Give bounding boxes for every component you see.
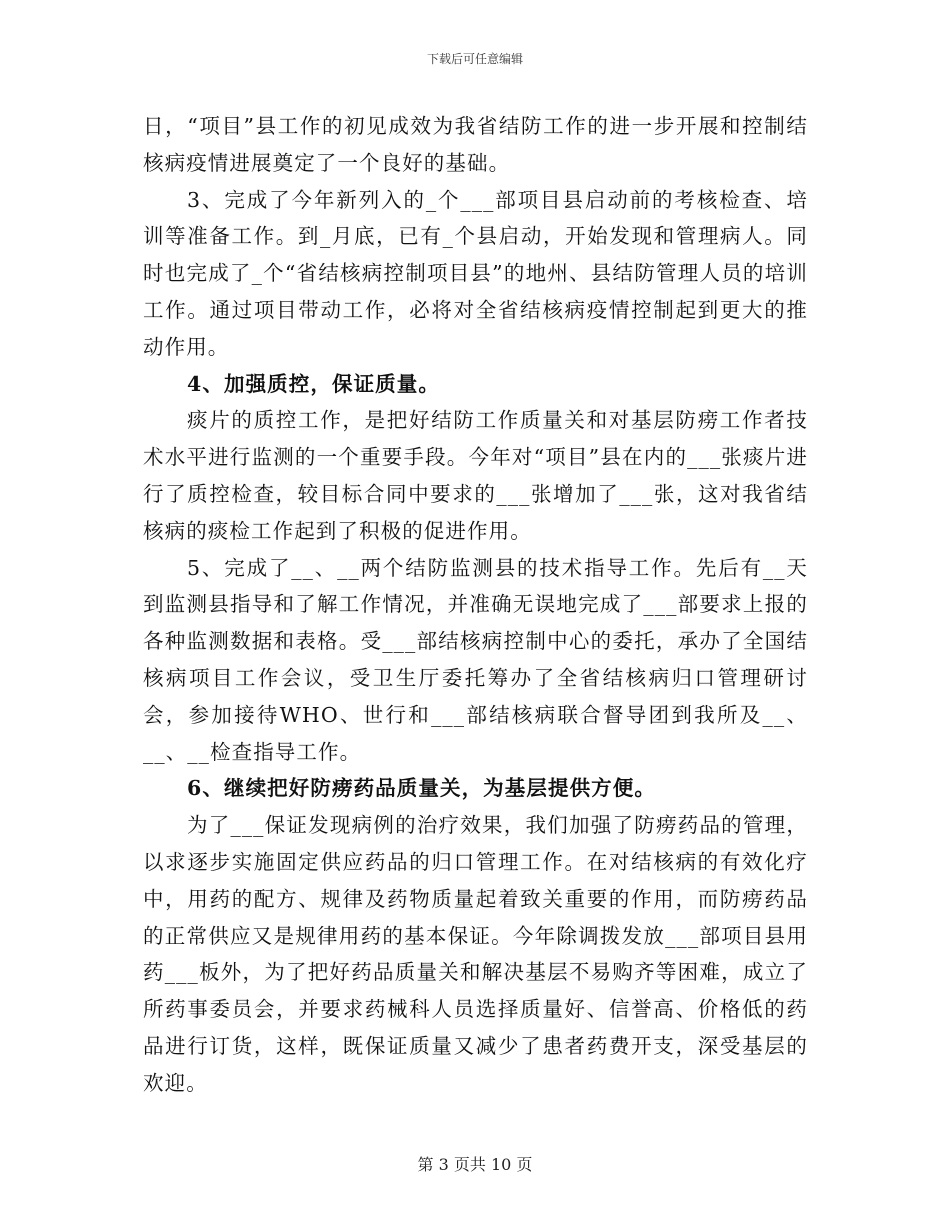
paragraph-drug-management: 为了___保证发现病例的治疗效果，我们加强了防痨药品的管理，以求逐步实施固定供应药品的归口管理工作。在对结核病的有效化疗中，用药的配方、规律及药物质量起着致关重要的作用，而防痨药品的正常供应又是规律用药的基本保证。今年除调拨发放___部项目县用药___板外，为了把好药品质量关和解决基层不易购齐等困难，成立了所药事委员会，并要求药械科人员选择质量好、信誉高、价格低的药品进行订货，这样，既保证质量又减少了患者药费开支，深受基层的欢迎。 [143,813,808,1095]
section-heading-6: 6、继续把好防痨药品质量关，为基层提供方便。 [187,776,656,801]
paragraph-item-5: 5、完成了__、__两个结防监测县的技术指导工作。先后有__天到监测县指导和了解工作情况，并准确无误地完成了___部要求上报的各种监测数据和表格。受___部结核病控制中心的委托，承办了全国结核病项目工作会议，受卫生厅委托筹办了全省结核病归口管理研讨会，参加接待WHO、世行和___部结核病联合督导团到我所及__、__、__检查指导工作。 [143,555,808,764]
page-header: 下载后可任意编辑 [426,52,523,66]
document-body [143,108,808,1102]
paragraph-item-3: 3、完成了今年新列入的_个___部项目县启动前的考核检查、培训等准备工作。到_月底，已有_个县启动，开始发现和管理病人。同时也完成了_个“省结核病控制项目县”的地州、县结防管理人员的培训工作。通过项目带动工作，必将对全省结核病疫情控制起到更大的推动作用。 [143,187,808,359]
paragraph-quality-control: 痰片的质控工作，是把好结防工作质量关和对基层防痨工作者技术水平进行监测的一个重要手段。今年对“项目”县在内的___张痰片进行了质控检查，较目标合同中要求的___张增加了___张，这对我省结核病的痰检工作起到了积极的促进作用。 [143,408,808,543]
section-heading-4: 4、加强质控，保证质量。 [187,371,440,396]
page-number: 第 3 页共 10 页 [417,1155,533,1174]
paragraph-continuation: 日，“项目”县工作的初见成效为我省结防工作的进一步开展和控制结核病疫情进展奠定了一个良好的基础。 [143,114,808,175]
